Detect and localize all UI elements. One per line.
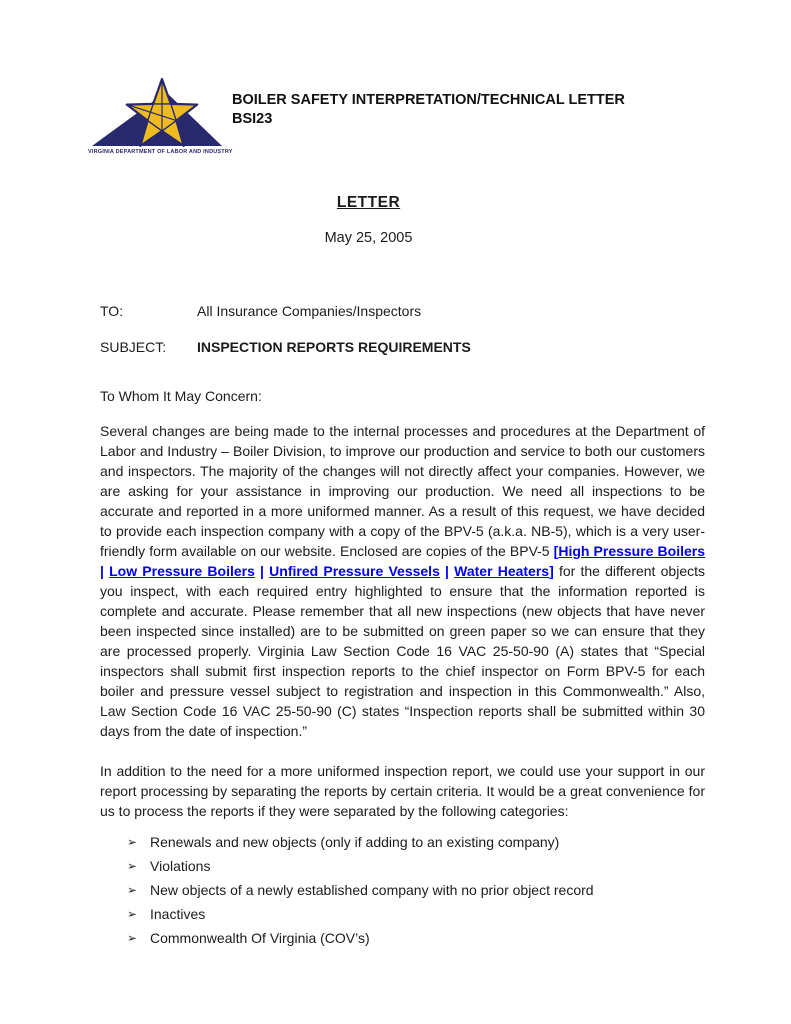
- arrow-bullet-icon: ➢: [127, 883, 138, 897]
- bullet-text: New objects of a newly established company with no prior object record: [150, 882, 594, 898]
- to-row: [100, 301, 705, 321]
- paragraph-text: for the different objects you inspect, with each required entry highlighted to ensure that the information reported is complete and accurate. Please remember that all new inspections (new objects that have never been inspected since installed) are to be submitted on green paper so we can ensure that they are processed properly. Virginia Law Section Code 16 VAC 25-50-90 (A) states that “Special inspectors shall submit first inspection reports to the chief inspector on Form BPV-5 for each boiler and pressure vessel subject to registration and inspection in this Commonwealth.” Also, Law Section Code 16 VAC 25-50-90 (C) states “Inspection reports shall be submitted within 30 days from the date of inspection.”: [100, 563, 705, 739]
- document-title-line2: BSI23: [232, 111, 273, 127]
- bullet-text: Commonwealth Of Virginia (COV’s): [150, 930, 370, 946]
- bullet-text: Renewals and new objects (only if adding to an existing company): [150, 834, 560, 850]
- arrow-bullet-icon: ➢: [127, 859, 138, 873]
- link-separator: |: [100, 563, 110, 579]
- to-label: TO:: [100, 303, 124, 319]
- document-title-line1: BOILER SAFETY INTERPRETATION/TECHNICAL LETTER: [232, 92, 625, 108]
- document-title: [232, 91, 712, 129]
- bullet-text: Violations: [150, 858, 211, 874]
- category-bullet-list: [100, 832, 705, 948]
- bullet-item: [127, 928, 705, 948]
- department-logo: [88, 76, 233, 155]
- inline-link[interactable]: Water Heaters: [454, 563, 550, 579]
- arrow-bullet-icon: ➢: [127, 835, 138, 849]
- letter-heading-block: [100, 192, 637, 248]
- logo-caption: VIRGINIA DEPARTMENT OF LABOR AND INDUSTRY: [88, 149, 233, 155]
- salutation: To Whom It May Concern:: [100, 388, 262, 404]
- letter-date: May 25, 2005: [324, 230, 413, 246]
- link-separator: [: [553, 543, 559, 559]
- letter-content: [100, 192, 705, 948]
- bullet-text: Inactives: [150, 906, 206, 922]
- subject-row: [100, 337, 705, 357]
- arrow-bullet-icon: ➢: [127, 931, 138, 945]
- bullet-item: [127, 880, 705, 900]
- inline-link[interactable]: Low Pressure Boilers: [109, 563, 255, 579]
- inline-link[interactable]: High Pressure Boilers: [558, 543, 706, 559]
- star-triangle-icon: [88, 76, 226, 148]
- bullet-item: [127, 832, 705, 852]
- paragraph-text: Several changes are being made to the internal processes and procedures at the Department of Labor and Industry – Boiler Division, to improve our production and service to both our customers and inspectors. The majority of the changes will not directly affect your companies. However, we are asking for your assistance in improving our production. We need all inspections to be accurate and reported in a more uniformed manner. As a result of this request, we have decided to provide each inspection company with a copy of the BPV-5 (a.k.a. NB-5), which is a very user-friendly form available on our website. Enclosed are copies of the BPV-5: [100, 423, 705, 559]
- arrow-bullet-icon: ➢: [127, 907, 138, 921]
- to-value: All Insurance Companies/Inspectors: [197, 303, 422, 319]
- link-separator: |: [439, 563, 455, 579]
- paragraph-2: In addition to the need for a more uniformed inspection report, we could use your support in our report processing by separating the reports by certain criteria. It would be a great convenience for us to process the reports if they were separated by the following categories:: [100, 763, 705, 819]
- bullet-item: [127, 856, 705, 876]
- link-separator: ]: [549, 563, 554, 579]
- letter-heading: LETTER: [336, 194, 401, 211]
- inline-link[interactable]: Unfired Pressure Vessels: [269, 563, 440, 579]
- bullet-item: [127, 904, 705, 924]
- subject-label: SUBJECT:: [100, 339, 167, 355]
- link-separator: |: [254, 563, 270, 579]
- paragraph-1: [100, 421, 705, 741]
- subject-value: INSPECTION REPORTS REQUIREMENTS: [197, 339, 471, 355]
